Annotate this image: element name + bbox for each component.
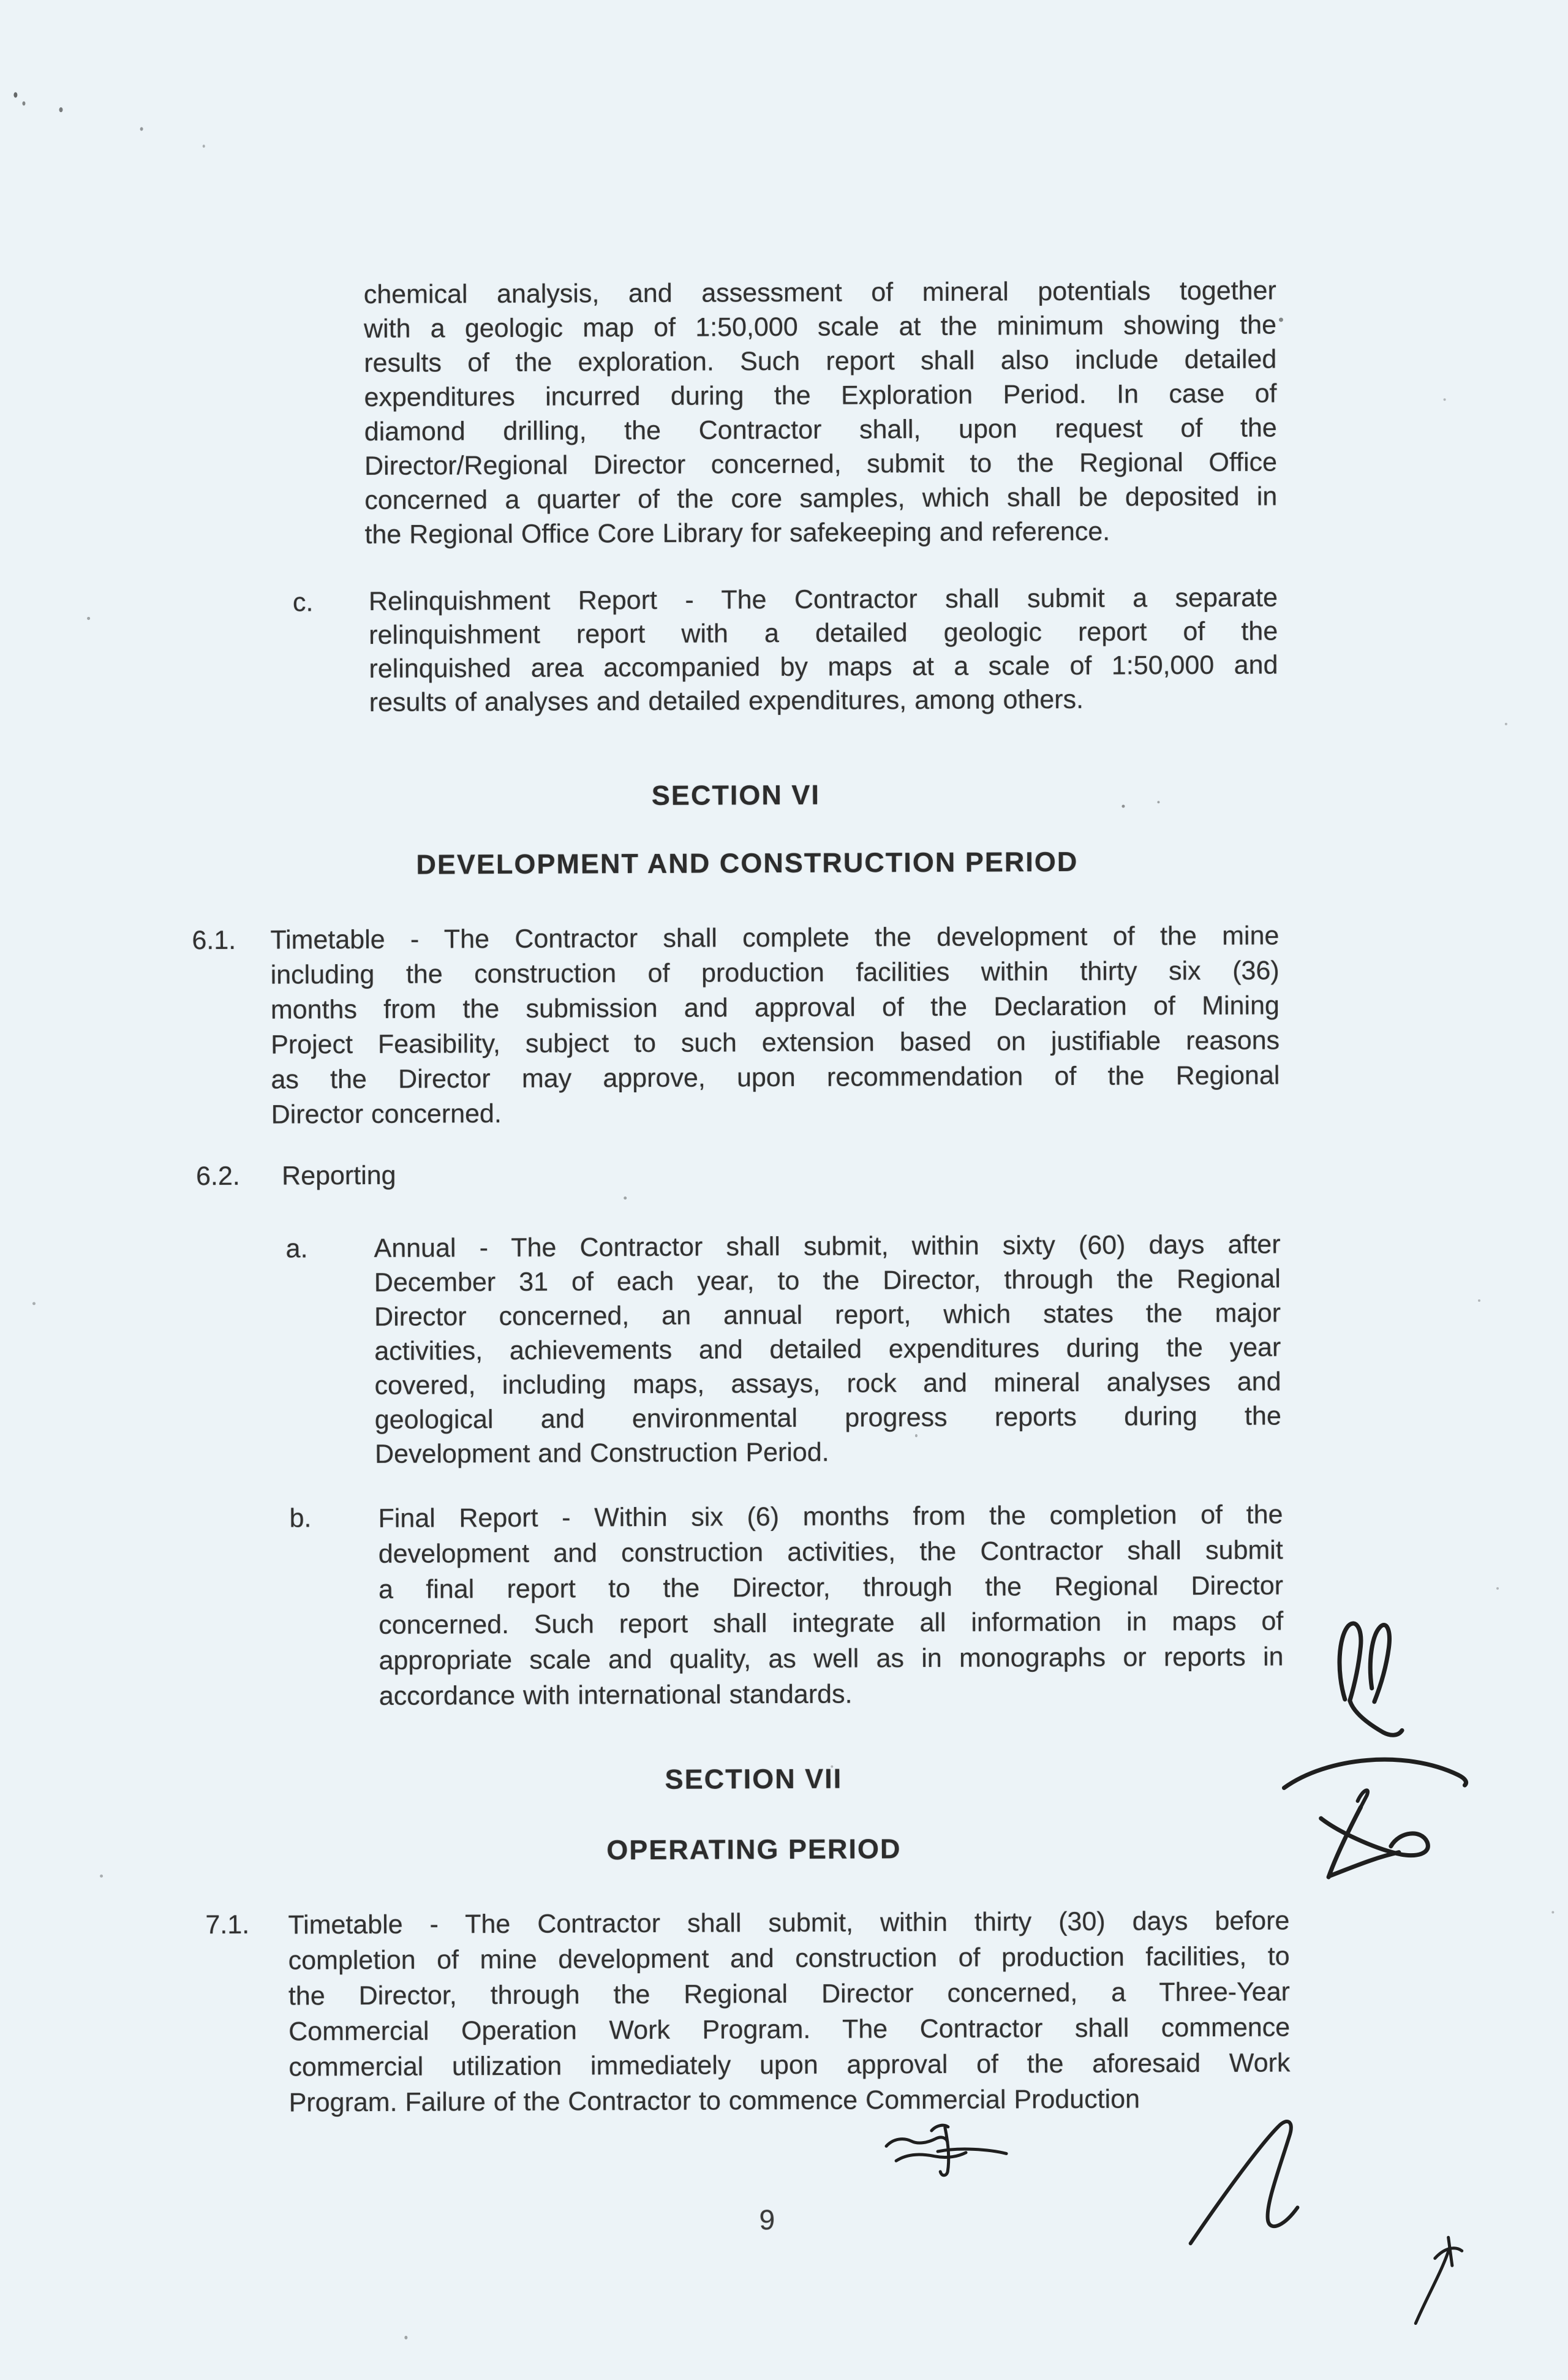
scan-speck <box>1478 1299 1480 1302</box>
list-item-c-body <box>369 581 1278 719</box>
text-line: the Regional Office Core Library for safekeeping and reference. <box>364 516 1110 550</box>
text-line: activities, achievements and detailed expenditures during the year <box>374 1332 1281 1366</box>
text-line: Director/Regional Director concerned, submit to the Regional Office <box>364 447 1278 481</box>
initials-scribble-icon <box>879 2120 1014 2182</box>
text-line: Commercial Operation Work Program. The Contractor shall commence <box>288 2012 1291 2047</box>
list-marker-6-1: 6.1. <box>192 925 236 956</box>
scan-speck <box>1121 805 1125 808</box>
text-line: Director concerned, an annual report, which states the major <box>374 1298 1281 1332</box>
list-item-b-body <box>378 1497 1284 1713</box>
text-line: accordance with international standards. <box>379 1679 853 1711</box>
list-item-6-1-body <box>270 918 1280 1132</box>
list-item-6-2-body <box>282 1154 1280 1193</box>
text-line: covered, including maps, assays, rock and mineral analyses and <box>374 1367 1281 1400</box>
text-line: Relinquishment Report - The Contractor shall submit a separate <box>368 583 1278 616</box>
section-heading-vi: SECTION VI <box>651 779 821 811</box>
text-line: expenditures incurred during the Exploration Period. In case of <box>364 379 1277 412</box>
scan-speck <box>1505 723 1507 725</box>
text-line: Timetable - The Contractor shall submit, within thirty (30) days before <box>288 1906 1290 1940</box>
scan-speck <box>1444 398 1446 401</box>
text-line: Director concerned. <box>271 1099 502 1130</box>
text-line: results of the exploration. Such report shall also include detailed <box>364 344 1277 378</box>
scan-speck <box>624 1196 627 1199</box>
scan-speck <box>1279 317 1283 322</box>
pen-flourish-icon <box>1398 2230 1479 2329</box>
text-line: commercial utilization immediately upon approval of the aforesaid Work <box>288 2048 1291 2082</box>
text-line: as the Director may approve, upon recommendation of the Regional <box>271 1060 1280 1095</box>
list-marker-b: b. <box>289 1503 312 1533</box>
section-subheading-operating-period: OPERATING PERIOD <box>606 1833 902 1866</box>
text-line: Final Report - Within six (6) months from the completion of the <box>378 1500 1283 1533</box>
scan-speck <box>831 1766 833 1768</box>
section-heading-vii: SECTION VII <box>665 1762 843 1795</box>
text-line: appropriate scale and quality, as well as in monographs or reports in <box>379 1642 1284 1675</box>
text-line: relinquished area accompanied by maps at a scale of 1:50,000 and <box>369 650 1278 684</box>
text-line: Reporting <box>281 1160 396 1191</box>
text-line: Development and Construction Period. <box>374 1437 829 1469</box>
scan-speck <box>1496 1587 1499 1590</box>
text-line: completion of mine development and construction of production facilities, to <box>288 1941 1290 1976</box>
text-line: diamond drilling, the Contractor shall, upon request of the <box>364 413 1277 447</box>
scan-speck <box>1157 801 1159 803</box>
text-line: with a geologic map of 1:50,000 scale at the minimum showing the <box>363 310 1277 344</box>
list-marker-6-2: 6.2. <box>195 1161 240 1192</box>
scan-speck <box>100 1875 103 1878</box>
page-number: 9 <box>759 2204 775 2236</box>
scan-speck <box>203 145 205 148</box>
list-item-7-1-body <box>288 1903 1291 2120</box>
scan-speck <box>140 127 143 131</box>
text-line: geological and environmental progress reports during the <box>374 1401 1281 1435</box>
text-line: December 31 of each year, to the Director, through the Regional <box>374 1264 1281 1298</box>
text-line: Program. Failure of the Contractor to commence Commercial Production <box>288 2084 1140 2118</box>
text-line: months from the submission and approval of the Declaration of Mining <box>270 991 1280 1025</box>
text-line: concerned a quarter of the core samples, which shall be deposited in <box>364 482 1278 515</box>
text-line: chemical analysis, and assessment of mineral potentials together <box>363 276 1276 309</box>
text-line: Project Feasibility, subject to such extension based on justifiable reasons <box>271 1026 1280 1060</box>
list-marker-7-1: 7.1. <box>205 1910 250 1940</box>
signature-scribble-large-icon <box>1251 1608 1510 1952</box>
scan-speck <box>32 1302 36 1305</box>
scan-speck <box>22 101 25 105</box>
paragraph-continuation <box>364 273 1278 551</box>
list-marker-c: c. <box>292 587 314 618</box>
signature-loop-icon <box>1168 2108 1322 2256</box>
scan-speck <box>1551 1911 1554 1914</box>
list-item-a-body <box>374 1227 1281 1471</box>
text-line: Timetable - The Contractor shall complete the development of the mine <box>270 921 1280 955</box>
text-line: results of analyses and detailed expenditures, among others. <box>369 684 1084 717</box>
scan-speck <box>915 1434 918 1437</box>
scan-speck <box>59 107 62 112</box>
text-line: including the construction of production facilities within thirty six (36) <box>270 956 1280 990</box>
scan-speck <box>404 2336 407 2340</box>
text-line: relinquishment report with a detailed geologic report of the <box>369 616 1278 650</box>
text-line: a final report to the Director, through the Regional Director <box>378 1571 1284 1604</box>
scan-speck <box>87 617 90 620</box>
section-subheading-development-construction: DEVELOPMENT AND CONSTRUCTION PERIOD <box>416 845 1079 880</box>
list-marker-a: a. <box>285 1234 308 1264</box>
text-line: development and construction activities, the Contractor shall submit <box>378 1535 1283 1569</box>
text-line: concerned. Such report shall integrate all information in maps of <box>379 1606 1284 1640</box>
scan-speck <box>13 92 17 97</box>
text-line: Annual - The Contractor shall submit, within sixty (60) days after <box>374 1230 1281 1263</box>
text-line: the Director, through the Regional Director concerned, a Three-Year <box>288 1977 1291 2011</box>
